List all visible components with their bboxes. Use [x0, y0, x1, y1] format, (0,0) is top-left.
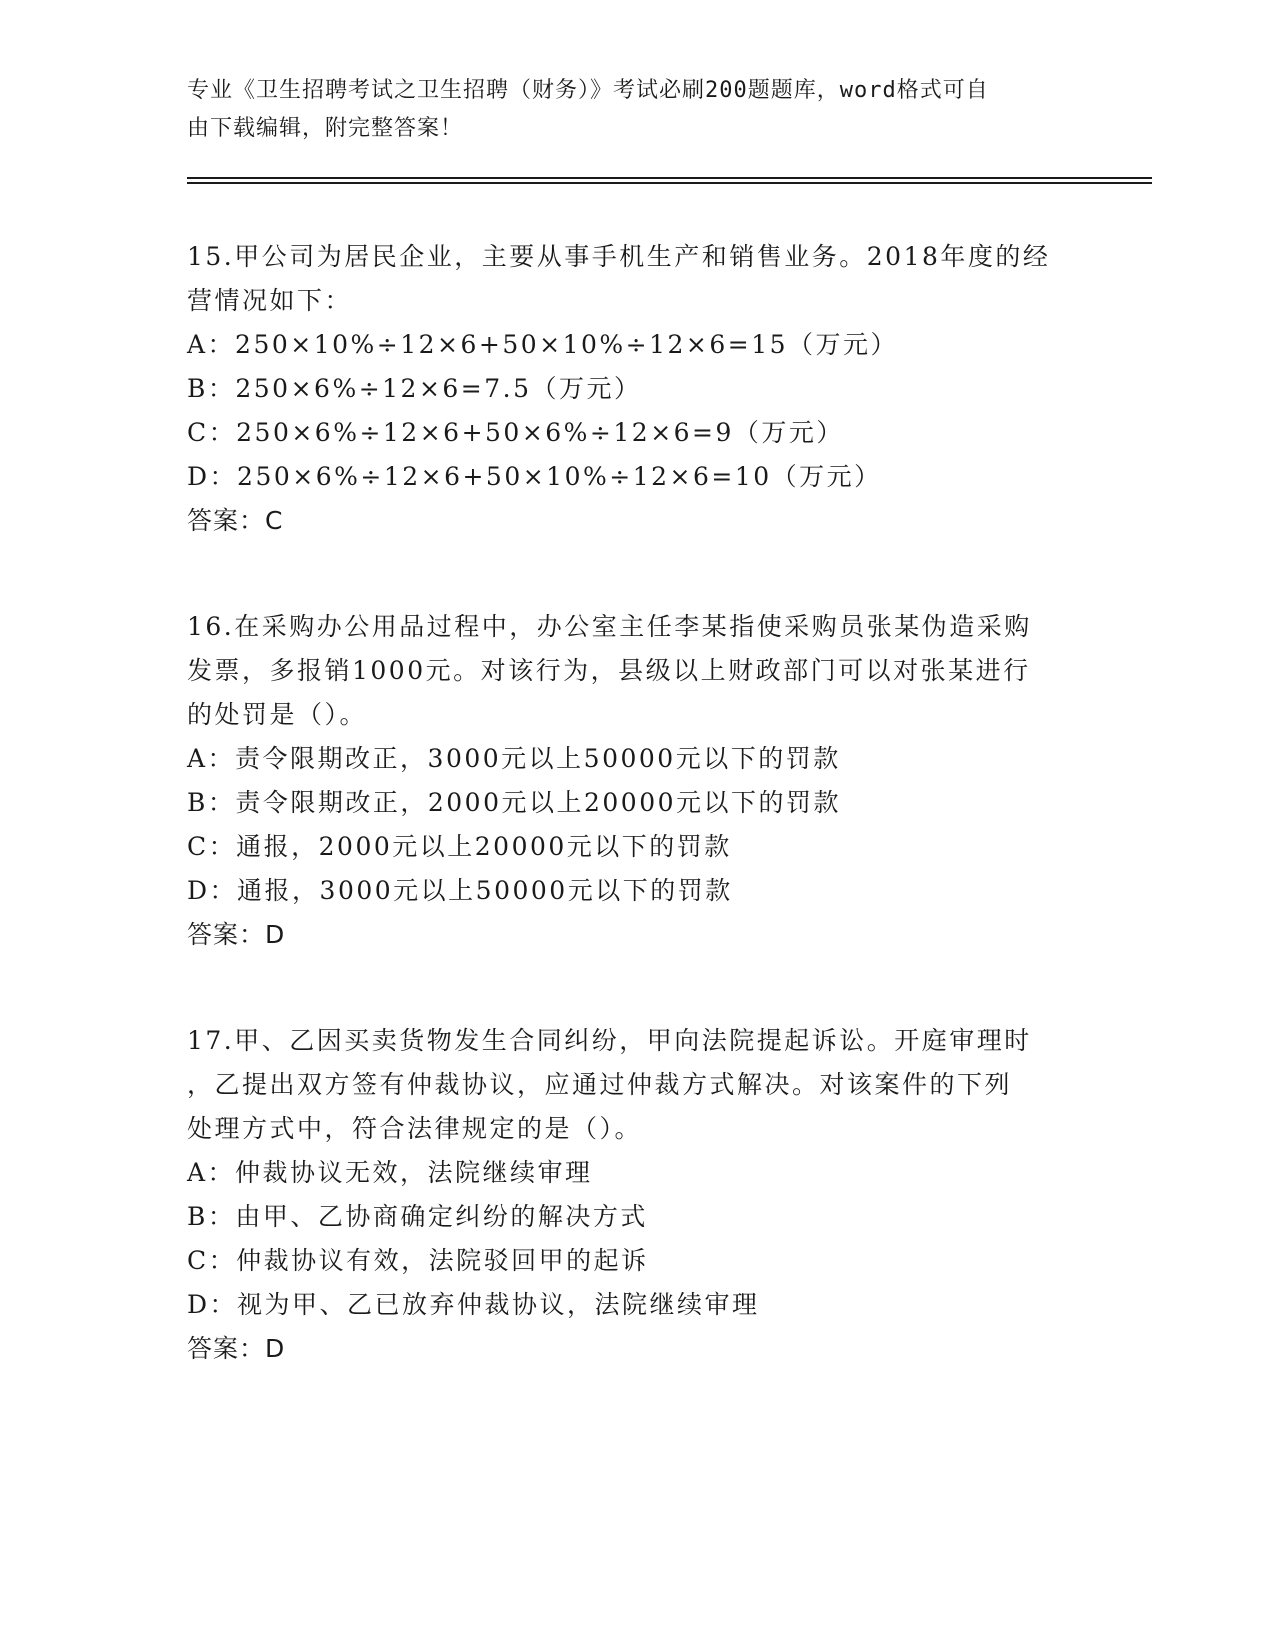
option-a: A：责令限期改正，3000元以上50000元以下的罚款 [187, 744, 841, 773]
question-stem-line: 17.甲、乙因买卖货物发生合同纠纷，甲向法院提起诉讼。开庭审理时 [187, 1026, 1032, 1055]
question-16 [187, 605, 1087, 957]
question-17 [187, 1019, 1087, 1371]
option-d: D：通报，3000元以上50000元以下的罚款 [187, 876, 733, 905]
option-d: D：视为甲、乙已放弃仲裁协议，法院继续审理 [187, 1290, 760, 1319]
header-divider-bottom [187, 182, 1152, 184]
question-stem-line: 15.甲公司为居民企业，主要从事手机生产和销售业务。2018年度的经 [187, 242, 1051, 271]
option-d: D：250×6%÷12×6+50×10%÷12×6=10（万元） [187, 462, 882, 491]
answer-line: 答案：D [187, 920, 286, 949]
option-b: B：250×6%÷12×6=7.5（万元） [187, 374, 642, 403]
header-line-1: 专业《卫生招聘考试之卫生招聘（财务）》考试必刷200题题库，word格式可自 [187, 78, 989, 103]
question-list [187, 235, 1087, 1433]
option-c: C：仲裁协议有效，法院驳回甲的起诉 [187, 1246, 649, 1275]
document-header [187, 72, 1067, 148]
option-a: A：仲裁协议无效，法院继续审理 [187, 1158, 593, 1187]
question-stem-line: ，乙提出双方签有仲裁协议，应通过仲裁方式解决。对该案件的下列 [187, 1070, 1013, 1099]
answer-line: 答案：D [187, 1334, 286, 1363]
header-divider-top [187, 177, 1152, 179]
question-stem-line: 营情况如下： [187, 286, 353, 315]
option-a: A：250×10%÷12×6+50×10%÷12×6=15（万元） [187, 330, 899, 359]
option-c: C：通报，2000元以上20000元以下的罚款 [187, 832, 732, 861]
answer-line: 答案：C [187, 506, 284, 535]
header-line-2: 由下载编辑，附完整答案！ [187, 116, 464, 141]
option-c: C：250×6%÷12×6+50×6%÷12×6=9（万元） [187, 418, 844, 447]
question-15 [187, 235, 1087, 543]
question-stem-line: 处理方式中，符合法律规定的是（）。 [187, 1114, 643, 1143]
option-b: B：责令限期改正，2000元以上20000元以下的罚款 [187, 788, 842, 817]
question-stem-line: 16.在采购办公用品过程中，办公室主任李某指使采购员张某伪造采购 [187, 612, 1032, 641]
question-stem-line: 发票，多报销1000元。对该行为，县级以上财政部门可以对张某进行 [187, 656, 1031, 685]
question-stem-line: 的处罚是（）。 [187, 700, 368, 729]
option-b: B：由甲、乙协商确定纠纷的解决方式 [187, 1202, 648, 1231]
